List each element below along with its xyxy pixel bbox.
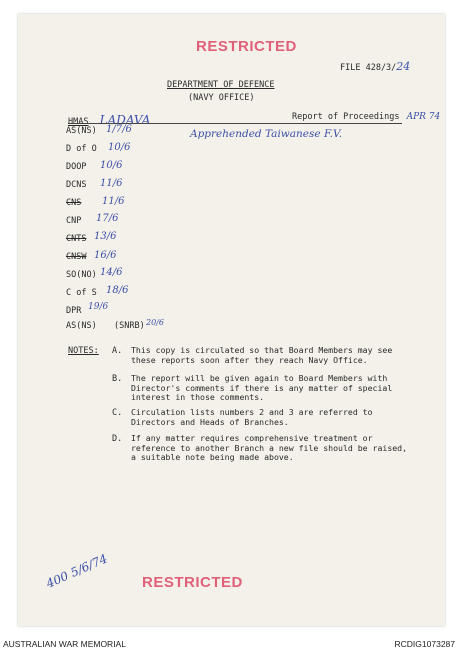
routing-label: AS(NS) [66, 321, 97, 331]
ship-prefix: HMAS [68, 117, 89, 127]
routing-label: CNTS [66, 234, 87, 244]
notes-heading: NOTES: [68, 346, 99, 356]
routing-label: CNP [66, 216, 82, 226]
routing-label: SO(NO) [66, 270, 97, 280]
routing-annotation: 10/6 [100, 160, 123, 171]
note-text: Circulation lists numbers 2 and 3 are referred to Directors and Heads of Branches. [131, 407, 373, 427]
note-letter: A. [112, 346, 123, 356]
report-label: Report of Proceedings [292, 112, 400, 122]
file-label: FILE 428/3/ [340, 63, 397, 73]
routing-annotation: 11/6 [100, 178, 123, 189]
routing-annotation: 13/6 [94, 231, 117, 242]
credit-left: AUSTRALIAN WAR MEMORIAL [3, 639, 126, 649]
routing-annotation: 16/6 [94, 250, 117, 261]
document-sheet [18, 14, 445, 626]
subject-handwritten: Apprehended Taiwanese F.V. [190, 128, 343, 140]
credit-right: RCDIG1073287 [394, 639, 455, 649]
department-subtitle: (NAVY OFFICE) [188, 93, 255, 103]
routing-extra-label: (SNRB) [114, 321, 145, 331]
routing-label: DOOP [66, 162, 87, 172]
note-text: If any matter requires comprehensive treatment or reference to another Branch a new file should be raised, a suitable note being made above. [131, 433, 408, 463]
routing-annotation: 19/6 [88, 302, 109, 312]
routing-label: AS(NS) [66, 126, 97, 136]
restricted-stamp-top: RESTRICTED [196, 38, 297, 55]
note-letter: C. [112, 408, 123, 418]
file-number-handwritten: 24 [396, 60, 411, 73]
restricted-stamp-bottom: RESTRICTED [142, 574, 243, 591]
routing-annotation: 17/6 [96, 213, 119, 224]
routing-label: DPR [66, 306, 82, 316]
routing-label: DCNS [66, 180, 87, 190]
routing-annotation: 1/7/6 [106, 124, 132, 135]
report-month-handwritten: APR 74 [406, 112, 441, 122]
file-reference [340, 60, 410, 73]
note-text: The report will be given again to Board Members with Director's comments if there is any matter of special interest in those comments. [131, 373, 393, 403]
footer-handwritten-note: 400 5/6/74 [44, 551, 110, 591]
note-letter: D. [112, 434, 123, 444]
routing-annotation: 20/6 [146, 318, 164, 327]
note-letter: B. [112, 374, 123, 384]
routing-label: CNSW [66, 252, 87, 262]
note-text: This copy is circulated so that Board Members may see these reports soon after they reach Navy Office. [131, 345, 393, 365]
routing-label: C of S [66, 288, 97, 298]
routing-annotation: 14/6 [100, 267, 123, 278]
routing-annotation: 18/6 [106, 285, 129, 296]
routing-annotation: 10/6 [108, 142, 131, 153]
department-title: DEPARTMENT OF DEFENCE [167, 80, 275, 90]
report-line [292, 112, 440, 122]
ship-name-handwritten: LADAVA [99, 113, 151, 127]
routing-label: D of O [66, 144, 97, 154]
routing-annotation: 11/6 [102, 196, 125, 207]
routing-label: CNS [66, 198, 82, 208]
